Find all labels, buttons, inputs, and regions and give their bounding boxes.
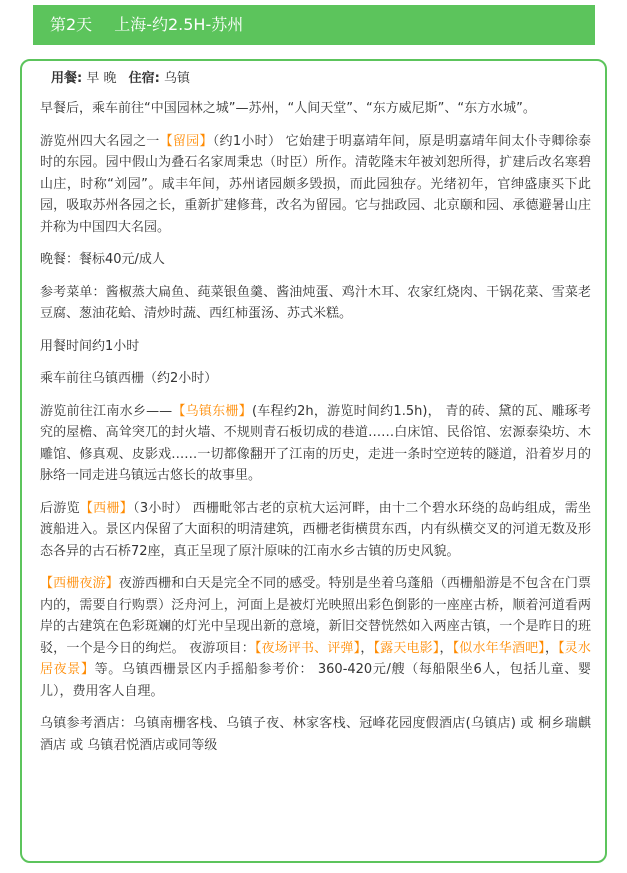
highlight-open-air-movie: 【露天电影】 xyxy=(373,640,440,656)
itinerary-card xyxy=(20,59,607,863)
paragraph-liuyuan: 游览州四大名园之一【留园】（约1小时） 它始建于明嘉靖年间，原是明嘉靖年间太仆寺卿徐泰时的东园。园中假山为叠石名家周秉忠（时臣）所作。清乾隆末年被刘恕所得，扩建后改名寒碧山庄，时称“刘园”。咸丰年间，苏州诸园颇多毁损，而此园独存。光绪初年，官绅盛康买下此园，吸取苏州各园之长，重新扩建修葺，改名为留园。它与拙政园、北京颐和园、承德避暑山庄并称为中国四大名园。 xyxy=(40,133,591,235)
highlight-night-tour: 【西栅夜游】 xyxy=(40,576,119,591)
day-label: 第2天 xyxy=(50,15,93,34)
paragraph-meal-time: 用餐时间约1小时 xyxy=(40,338,140,354)
highlight-night-view: 【灵水居夜景】 xyxy=(40,640,591,677)
paragraph-dongzha: 游览前往江南水乡——【乌镇东栅】(车程约2h，游览时间约1.5h)， 青的砖、黛的瓦、雕琢考究的屋檐、高耸突兀的封火墙、不规则青石板切成的巷道……白床馆、民俗馆、宏源泰染坊、木雕馆、修真观、皮影戏……一切都像翻开了江南的历史，走进一条时空逆转的隧道，沿着岁月的脉络一同走进乌镇远古悠长的故事里。 xyxy=(40,403,591,483)
highlight-storytelling: 【夜场评书、评弹】 xyxy=(254,640,361,656)
highlight-bar: 【似水年华酒吧】 xyxy=(452,640,545,656)
paragraph-arrival: 早餐后，乘车前往“中国园林之城”—苏州，“人间天堂”、“东方威尼斯”、“东方水城”。 xyxy=(40,101,536,116)
meal-value: 早 晚 xyxy=(86,71,117,86)
highlight-xizha: 【西栅】 xyxy=(79,500,134,516)
day-route: 上海-约2.5H-苏州 xyxy=(114,15,244,34)
highlight-dongzha: 【乌镇东栅】 xyxy=(172,403,252,419)
meal-stay-row xyxy=(51,68,584,90)
paragraph-hotels: 乌镇参考酒店：乌镇南栅客栈、乌镇子夜、林家客栈、冠峰花园度假酒店(乌镇店) 或 桐乡瑞麒酒店 或 乌镇君悦酒店或同等级 xyxy=(40,716,591,753)
paragraph-xizha: 后游览【西栅】（3小时） 西栅毗邻古老的京杭大运河畔，由十二个碧水环绕的岛屿组成，需坐渡船进入。景区内保留了大面积的明清建筑，西栅老街横贯东西，内有纵横交叉的河道无数及形态各异的古石桥72座，真正呈现了原汁原味的江南水乡古镇的历史风貌。 xyxy=(40,500,591,559)
highlight-liuyuan: 【留园】 xyxy=(159,133,213,149)
paragraph-transfer: 乘车前往乌镇西栅（约2小时） xyxy=(40,371,218,386)
itinerary-content xyxy=(40,98,591,767)
day-header xyxy=(33,5,595,45)
meal-label: 用餐: xyxy=(51,71,83,86)
paragraph-night-tour: 【西栅夜游】夜游西栅和白天是完全不同的感受。特别是坐着乌蓬船（西栅船游是不包含在门票内的，需要自行购票）泛舟河上，河面上是被灯光映照出彩色倒影的一座座古桥，顺着河道看两岸的古建筑在色彩斑斓的灯光中呈现出新的意境，新旧交替恍然如入两座古镇，一个是昨日的班驳，一个是今日的绚烂。 夜游项目：【夜场评书、评弹】，【露天电影】，【似水年华酒吧】，【灵水居夜景】等。乌镇西栅景区内手摇船参考价： 360-420元/艘（每船限坐6人，包括儿童、婴儿），费用客人自理。 xyxy=(40,576,591,699)
paragraph-menu: 参考菜单：酱椒蒸大扁鱼、莼菜银鱼羹、酱油炖蛋、鸡汁木耳、农家红烧肉、干锅花菜、雪菜老豆腐、葱油花蛤、清炒时蔬、西红柿蛋汤、苏式米糕。 xyxy=(40,284,591,321)
stay-label: 住宿: xyxy=(128,71,160,86)
paragraph-dinner: 晚餐：餐标40元/成人 xyxy=(40,252,165,267)
stay-value: 乌镇 xyxy=(163,71,190,86)
